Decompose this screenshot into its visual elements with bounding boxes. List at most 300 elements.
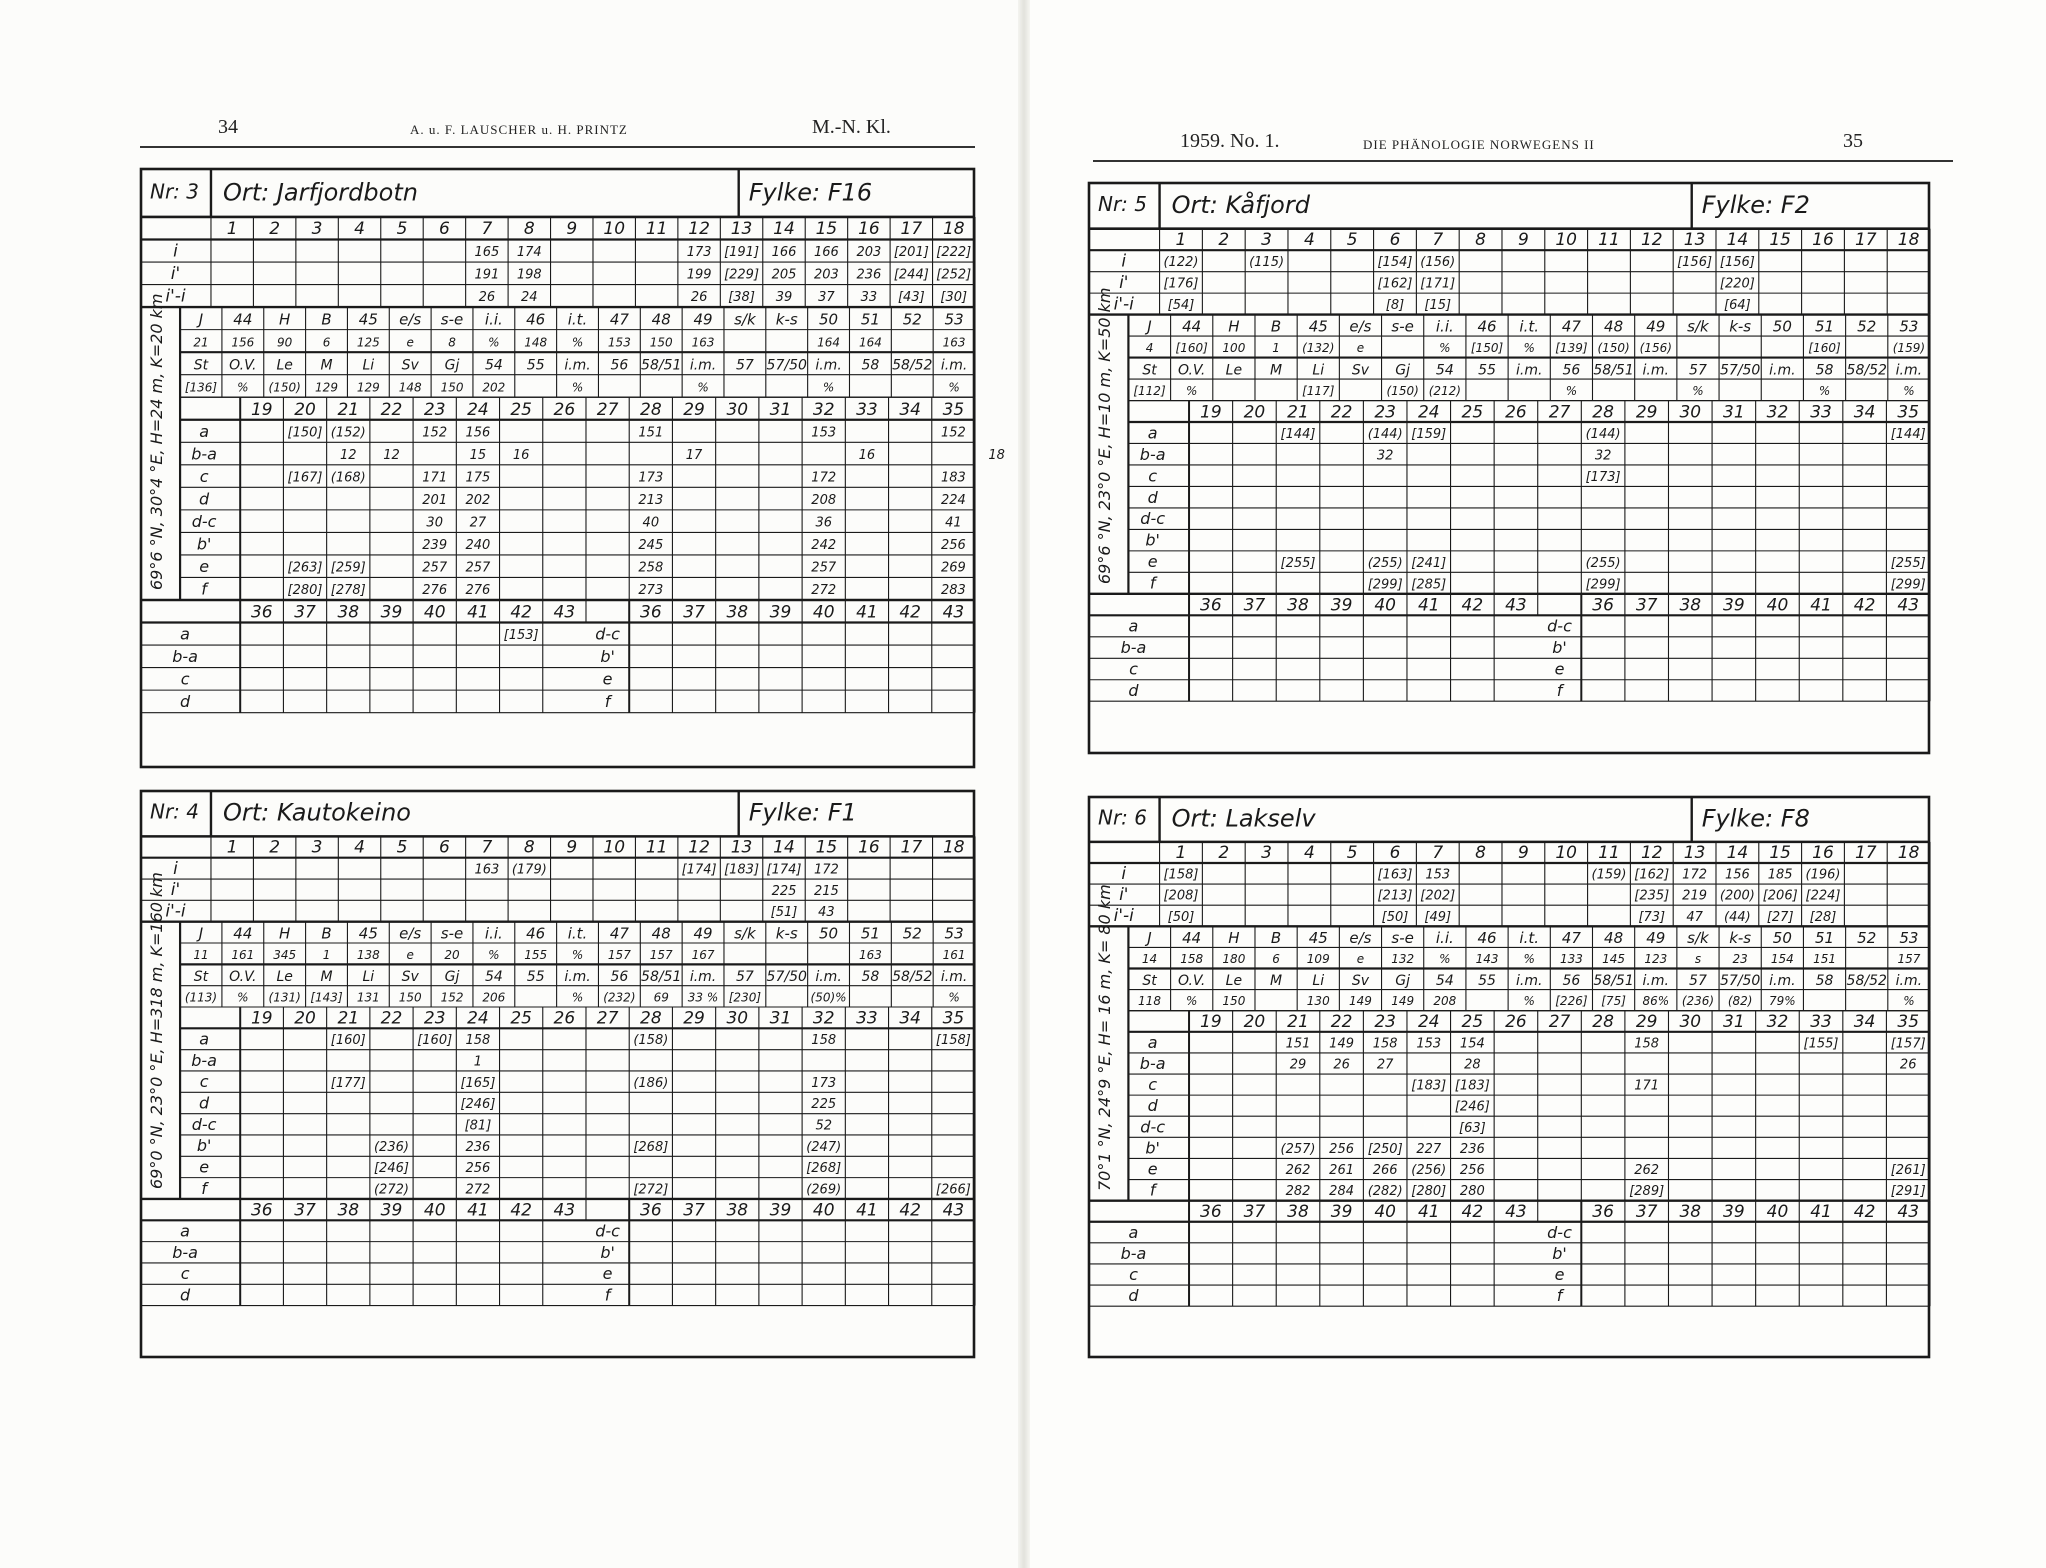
cell-value: 202 xyxy=(465,493,491,509)
col-header-11: 11 xyxy=(645,219,668,240)
mid-col-header-34: 34 xyxy=(1853,402,1876,423)
col-header-8: 8 xyxy=(1475,230,1486,251)
bot-row-label-e: e xyxy=(602,669,613,689)
bot-col-header-40: 40 xyxy=(1766,1202,1789,1223)
obs-value: % xyxy=(571,990,584,1005)
bot-col-header-36: 36 xyxy=(640,602,662,623)
bot-row-label-f: f xyxy=(604,1285,611,1305)
obs-code: 55 xyxy=(1478,362,1496,379)
bot-row-label-b': b' xyxy=(600,647,615,667)
row-label-i: i xyxy=(1121,864,1127,885)
obs-code: 49 xyxy=(693,924,713,943)
cell-value: [155] xyxy=(1803,1036,1839,1052)
obs-value: 129 xyxy=(315,380,338,395)
obs-value: 158 xyxy=(1180,952,1204,967)
obs-value: 130 xyxy=(1306,994,1330,1009)
obs-code: 49 xyxy=(1646,928,1666,947)
cell-value: 173 xyxy=(638,470,664,486)
cell-value: [171] xyxy=(1420,276,1456,292)
obs-value: % xyxy=(1439,952,1451,967)
mid-col-header-30: 30 xyxy=(1679,1012,1702,1033)
form-border xyxy=(1089,183,1929,753)
col-header-13: 13 xyxy=(730,219,753,240)
mid-row-label-b': b' xyxy=(196,534,212,554)
obs-code: i.m. xyxy=(940,968,968,985)
col-header-12: 12 xyxy=(1640,230,1663,251)
cell-value: 215 xyxy=(814,883,839,899)
col-header-14: 14 xyxy=(1726,230,1749,251)
obs-code: H xyxy=(279,924,291,943)
bot-row-label-c: c xyxy=(180,669,190,689)
bot-col-header-37: 37 xyxy=(1243,595,1266,616)
bot-col-header-43: 43 xyxy=(1897,595,1920,616)
obs-code: 45 xyxy=(1308,928,1328,947)
bot-col-header-43: 43 xyxy=(1505,1202,1527,1223)
obs-code: 47 xyxy=(609,310,629,329)
bot-col-header-39: 39 xyxy=(380,1200,403,1221)
bot-col-header-42: 42 xyxy=(510,1200,532,1221)
col-header-9: 9 xyxy=(566,837,578,858)
mid-col-header-34: 34 xyxy=(899,1008,921,1029)
col-header-11: 11 xyxy=(1598,842,1620,863)
mid-row-label-c: c xyxy=(199,1072,209,1092)
col-header-3: 3 xyxy=(1261,230,1272,251)
cell-value: 256 xyxy=(1459,1163,1485,1179)
cell-value: (282) xyxy=(1367,1184,1403,1200)
obs-code: O.V. xyxy=(229,357,257,374)
obs-code: s-e xyxy=(1391,317,1414,336)
mid-col-header-24: 24 xyxy=(1417,402,1440,423)
bot-row-label-a: a xyxy=(1128,616,1139,636)
obs-code: i.i. xyxy=(484,924,503,943)
obs-value: 1 xyxy=(1272,340,1280,355)
form-grid xyxy=(1088,182,1930,754)
cell-value: 158 xyxy=(465,1033,491,1049)
obs-value: 132 xyxy=(1391,952,1415,967)
bot-col-header-42: 42 xyxy=(899,1200,921,1221)
cell-value: 272 xyxy=(811,583,837,599)
obs-value: 163 xyxy=(691,335,715,350)
nr-label: Nr: 6 xyxy=(1098,805,1148,830)
obs-code: e/s xyxy=(1349,928,1372,947)
bot-col-header-40: 40 xyxy=(423,602,446,623)
cell-value: [144] xyxy=(1280,426,1316,442)
obs-value: (156) xyxy=(1639,340,1672,355)
cell-value: [213] xyxy=(1377,888,1413,904)
col-header-4: 4 xyxy=(1303,230,1315,251)
col-header-5: 5 xyxy=(396,219,408,240)
bot-col-header-38: 38 xyxy=(726,602,749,623)
cell-value: (256) xyxy=(1411,1163,1447,1179)
cell-value: [220] xyxy=(1719,276,1755,292)
cell-value: [28] xyxy=(1809,909,1837,925)
obs-value: 69 xyxy=(653,990,669,1005)
mid-col-header-25: 25 xyxy=(1461,402,1484,423)
mid-col-header-31: 31 xyxy=(769,1008,792,1029)
cell-value: 256 xyxy=(1329,1141,1355,1157)
obs-value: (150) xyxy=(268,380,301,395)
bot-row-label-f: f xyxy=(1556,681,1563,701)
cell-value: 37 xyxy=(818,290,835,306)
cell-value: [162] xyxy=(1634,867,1670,883)
cell-value: [176] xyxy=(1163,276,1199,292)
cell-value: 33 xyxy=(860,290,878,306)
bot-col-header-37: 37 xyxy=(683,602,705,623)
obs-code: 58/52 xyxy=(892,968,933,985)
obs-value: 21 xyxy=(193,335,209,350)
bot-col-header-39: 39 xyxy=(380,602,403,623)
cell-value: 27 xyxy=(469,515,487,531)
obs-code: Gj xyxy=(1395,362,1411,379)
col-header-7: 7 xyxy=(481,219,493,240)
bot-row-label-d: d xyxy=(1128,1286,1139,1306)
cell-value: [15] xyxy=(1424,298,1452,314)
obs-value: e xyxy=(1356,952,1365,967)
bot-col-header-36: 36 xyxy=(250,1200,273,1221)
col-header-16: 16 xyxy=(1812,842,1834,863)
obs-value: 149 xyxy=(1391,994,1415,1009)
obs-code: i.i. xyxy=(484,310,503,329)
obs-value: 8 xyxy=(448,335,456,350)
bot-col-header-39: 39 xyxy=(1723,595,1745,616)
cell-value: [183] xyxy=(1411,1078,1447,1094)
cell-value: (200) xyxy=(1719,888,1755,904)
cell-value: 16 xyxy=(858,447,876,463)
obs-value: (113) xyxy=(184,990,218,1005)
fylke-label: Fylke: F1 xyxy=(748,798,857,827)
obs-value: % xyxy=(571,380,584,395)
cell-value: 262 xyxy=(1285,1163,1311,1179)
obs-code: 57/50 xyxy=(1719,362,1761,379)
obs-value: 157 xyxy=(1897,952,1921,967)
cell-value: 236 xyxy=(1459,1141,1485,1157)
cell-value: 172 xyxy=(1682,867,1708,883)
col-header-6: 6 xyxy=(1389,842,1401,863)
col-header-17: 17 xyxy=(1854,230,1877,251)
obs-code: Sv xyxy=(1351,972,1370,989)
cell-value: [173] xyxy=(1585,469,1621,485)
cell-value: 224 xyxy=(940,493,966,509)
cell-value: [259] xyxy=(330,560,366,576)
cell-value: 183 xyxy=(940,470,966,486)
mid-row-label-b-a: b-a xyxy=(191,1050,217,1070)
mid-col-header-30: 30 xyxy=(726,1008,749,1029)
cell-value: [224] xyxy=(1805,888,1841,904)
form-grid xyxy=(140,790,975,1358)
cell-value: [30] xyxy=(940,290,968,306)
bot-row-label-a: a xyxy=(180,1221,190,1241)
cell-value: (159) xyxy=(1591,867,1627,883)
col-header-1: 1 xyxy=(1175,842,1187,863)
obs-code: 50 xyxy=(819,924,839,943)
cell-value: [50] xyxy=(1167,909,1195,925)
obs-code: i.m. xyxy=(689,968,717,985)
col-header-5: 5 xyxy=(1346,842,1358,863)
obs-code: 45 xyxy=(1308,317,1328,336)
obs-value: 123 xyxy=(1644,952,1668,967)
mid-col-header-33: 33 xyxy=(1810,1012,1832,1033)
obs-value: % xyxy=(1903,994,1915,1009)
obs-code: i.m. xyxy=(564,357,591,374)
obs-code: O.V. xyxy=(1178,362,1206,379)
obs-code: 58/52 xyxy=(892,357,933,374)
cell-value: [156] xyxy=(1677,255,1713,271)
obs-code: 48 xyxy=(651,924,671,943)
mid-col-header-22: 22 xyxy=(1330,1012,1353,1033)
mid-col-header-21: 21 xyxy=(337,1008,360,1029)
mid-row-label-f: f xyxy=(1149,573,1156,593)
obs-code: 47 xyxy=(1561,317,1581,336)
col-header-8: 8 xyxy=(1475,842,1486,863)
mid-col-header-26: 26 xyxy=(1505,402,1527,423)
obs-value: [117] xyxy=(1302,383,1335,398)
obs-code: 58/51 xyxy=(1593,362,1634,379)
obs-value: (232) xyxy=(603,990,636,1005)
mid-row-label-e: e xyxy=(199,1157,210,1177)
mid-col-header-23: 23 xyxy=(423,399,446,420)
station-coordinates: 70°1 °N, 24°9 °E, H= 16 m, K= 80 km xyxy=(1095,883,1115,1191)
obs-code: 57/50 xyxy=(766,968,807,985)
mid-row-label-b': b' xyxy=(196,1136,212,1156)
obs-value: 14 xyxy=(1141,952,1158,967)
right-header-rule xyxy=(1093,160,1953,162)
obs-code: e/s xyxy=(399,924,422,943)
cell-value: 165 xyxy=(474,245,500,261)
right-page-number: 35 xyxy=(1843,130,1863,152)
mid-row-label-d-c: d-c xyxy=(1140,1117,1166,1137)
cell-value: [278] xyxy=(330,583,366,599)
cell-value: 156 xyxy=(465,425,491,441)
cell-value: [272] xyxy=(633,1182,669,1198)
mid-col-header-21: 21 xyxy=(1287,402,1309,423)
obs-code: i.m. xyxy=(1769,972,1796,989)
cell-value: 257 xyxy=(465,560,491,576)
mid-col-header-32: 32 xyxy=(812,399,835,420)
mid-row-label-d: d xyxy=(199,1093,210,1113)
bot-col-header-40: 40 xyxy=(1374,595,1396,616)
bot-col-header-41: 41 xyxy=(856,602,878,623)
bot-col-header-43: 43 xyxy=(553,1200,576,1221)
mid-row-label-d: d xyxy=(1147,1096,1158,1116)
obs-value: 23 xyxy=(1732,952,1748,967)
obs-value: (131) xyxy=(268,990,301,1005)
obs-code: 58/51 xyxy=(641,968,682,985)
cell-value: 43 xyxy=(818,905,835,921)
cell-value: 240 xyxy=(465,538,491,554)
bot-row-label-d-c: d-c xyxy=(595,1221,620,1241)
col-header-5: 5 xyxy=(1346,230,1358,251)
cell-value: [202] xyxy=(1420,888,1456,904)
obs-value: % xyxy=(1565,383,1578,398)
col-header-14: 14 xyxy=(773,219,795,240)
cell-value: 12 xyxy=(339,447,357,463)
cell-value: (255) xyxy=(1585,555,1621,571)
cell-value: 173 xyxy=(811,1075,837,1091)
obs-value: 131 xyxy=(356,990,380,1005)
obs-code: i.m. xyxy=(815,357,842,374)
col-header-12: 12 xyxy=(688,219,710,240)
row-label-i: i xyxy=(173,241,178,262)
cell-value: 32 xyxy=(1376,448,1394,464)
bot-col-header-41: 41 xyxy=(1417,595,1440,616)
mid-row-label-c: c xyxy=(199,466,209,486)
mid-row-label-a: a xyxy=(199,421,210,441)
obs-value: 79% xyxy=(1769,994,1796,1009)
obs-code: 44 xyxy=(233,924,253,943)
col-header-13: 13 xyxy=(730,837,753,858)
col-header-1: 1 xyxy=(226,837,238,858)
obs-value: 129 xyxy=(356,380,380,395)
cell-value: 28 xyxy=(1464,1057,1481,1073)
bot-col-header-41: 41 xyxy=(856,1200,878,1221)
cell-value: 36 xyxy=(815,515,832,531)
mid-col-header-29: 29 xyxy=(1635,402,1658,423)
obs-value: 149 xyxy=(1349,994,1372,1009)
cell-value: (196) xyxy=(1805,867,1841,883)
bot-row-label-c: c xyxy=(1129,1264,1138,1284)
cell-value: 166 xyxy=(814,245,839,261)
col-header-1: 1 xyxy=(226,219,238,240)
obs-code: 53 xyxy=(1899,928,1919,947)
mid-row-label-b-a: b-a xyxy=(1139,1053,1166,1073)
cell-value: 40 xyxy=(642,515,660,531)
obs-code: i.m. xyxy=(815,968,842,985)
row-label-i: i xyxy=(1121,251,1127,272)
cell-value: 273 xyxy=(638,583,664,599)
obs-code: St xyxy=(1142,972,1157,989)
mid-col-header-22: 22 xyxy=(380,399,403,420)
obs-code: 52 xyxy=(902,310,922,329)
mid-col-header-21: 21 xyxy=(1287,1012,1309,1033)
obs-value: (236) xyxy=(1681,994,1715,1009)
bot-col-header-43: 43 xyxy=(553,602,576,623)
bot-row-label-d-c: d-c xyxy=(595,624,620,644)
cell-value: [208] xyxy=(1163,888,1199,904)
cell-value: [81] xyxy=(464,1118,492,1134)
cell-value: [165] xyxy=(460,1075,496,1091)
obs-value: [160] xyxy=(1808,340,1841,355)
obs-value: 202 xyxy=(482,380,506,395)
mid-col-header-33: 33 xyxy=(856,1008,878,1029)
row-label-i': i' xyxy=(170,264,181,285)
cell-value: [201] xyxy=(893,245,929,261)
obs-code: 57 xyxy=(1689,972,1707,989)
mid-col-header-21: 21 xyxy=(337,399,360,420)
obs-value: % xyxy=(1523,952,1535,967)
obs-value: 180 xyxy=(1222,952,1246,967)
cell-value: 26 xyxy=(690,290,708,306)
nr-label: Nr: 3 xyxy=(150,179,200,204)
obs-value: (50)% xyxy=(810,990,847,1005)
cell-value: 158 xyxy=(1634,1036,1660,1052)
right-title: DIE PHÄNOLOGIE NORWEGENS II xyxy=(1363,137,1595,152)
col-header-18: 18 xyxy=(942,219,965,240)
mid-col-header-23: 23 xyxy=(1374,402,1396,423)
obs-code: St xyxy=(193,357,209,374)
col-header-17: 17 xyxy=(900,837,923,858)
cell-value: 153 xyxy=(1416,1036,1442,1052)
cell-value: 39 xyxy=(775,290,793,306)
form-grid xyxy=(140,168,1005,768)
mid-col-header-19: 19 xyxy=(1200,402,1222,423)
cell-value: 205 xyxy=(771,267,797,283)
left-section: M.-N. Kl. xyxy=(812,116,891,138)
obs-code: Li xyxy=(362,968,375,985)
ort-label: Ort: Jarfjordbotn xyxy=(222,178,418,207)
bot-col-header-39: 39 xyxy=(769,1200,792,1221)
bot-col-header-38: 38 xyxy=(1679,595,1702,616)
col-header-6: 6 xyxy=(1389,230,1401,251)
col-header-10: 10 xyxy=(603,837,626,858)
cell-value: 156 xyxy=(1724,867,1750,883)
cell-value: 256 xyxy=(940,538,966,554)
cell-value: [244] xyxy=(893,267,929,283)
mid-col-header-28: 28 xyxy=(1592,1012,1614,1033)
cell-value: 26 xyxy=(1333,1057,1350,1073)
bot-col-header-36: 36 xyxy=(1592,1202,1614,1223)
obs-code: 48 xyxy=(651,310,671,329)
obs-code: 52 xyxy=(902,924,922,943)
obs-code: 46 xyxy=(1477,928,1497,947)
mid-row-label-f: f xyxy=(1149,1180,1156,1200)
obs-code: 57 xyxy=(1689,362,1707,379)
obs-code: 57 xyxy=(735,357,754,374)
obs-code: B xyxy=(1270,317,1282,336)
cell-value: 171 xyxy=(1634,1078,1660,1094)
obs-code: M xyxy=(320,968,333,985)
obs-code: 45 xyxy=(358,310,378,329)
col-header-8: 8 xyxy=(523,219,535,240)
obs-value: (212) xyxy=(1428,383,1461,398)
cell-value: 30 xyxy=(426,515,443,531)
obs-value: 167 xyxy=(691,947,715,962)
bot-col-header-39: 39 xyxy=(1330,595,1353,616)
bot-row-label-b-a: b-a xyxy=(1120,638,1147,658)
cell-value: [299] xyxy=(1585,577,1621,593)
bot-col-header-38: 38 xyxy=(337,602,360,623)
col-header-3: 3 xyxy=(311,837,323,858)
bot-col-header-37: 37 xyxy=(1635,595,1658,616)
mid-col-header-25: 25 xyxy=(510,399,532,420)
obs-value: 20 xyxy=(444,947,460,962)
obs-value: (82) xyxy=(1727,994,1753,1009)
obs-code: 55 xyxy=(1478,972,1496,989)
obs-code: 52 xyxy=(1857,928,1877,947)
obs-value: [150] xyxy=(1470,340,1504,355)
col-header-4: 4 xyxy=(354,837,365,858)
cell-value: 276 xyxy=(465,583,491,599)
book-gutter xyxy=(1018,0,1030,1568)
obs-value: (150) xyxy=(1386,383,1419,398)
mid-col-header-32: 32 xyxy=(1766,1012,1789,1033)
cell-value: (179) xyxy=(511,862,547,878)
bot-row-label-b': b' xyxy=(1552,638,1567,658)
cell-value: [174] xyxy=(766,862,802,878)
obs-code: i.i. xyxy=(1435,317,1454,336)
bot-row-label-d-c: d-c xyxy=(1547,616,1572,636)
station-form-4 xyxy=(140,790,975,1358)
obs-value: % xyxy=(237,380,249,395)
mid-col-header-23: 23 xyxy=(423,1008,446,1029)
obs-value: % xyxy=(697,380,709,395)
bot-col-header-42: 42 xyxy=(899,602,921,623)
obs-value: 161 xyxy=(231,947,255,962)
bot-col-header-38: 38 xyxy=(1287,595,1309,616)
obs-value: 206 xyxy=(482,990,506,1005)
left-authors: A. u. F. LAUSCHER u. H. PRINTZ xyxy=(410,122,628,137)
cell-value: [73] xyxy=(1638,909,1666,925)
cell-value: 12 xyxy=(383,447,400,463)
